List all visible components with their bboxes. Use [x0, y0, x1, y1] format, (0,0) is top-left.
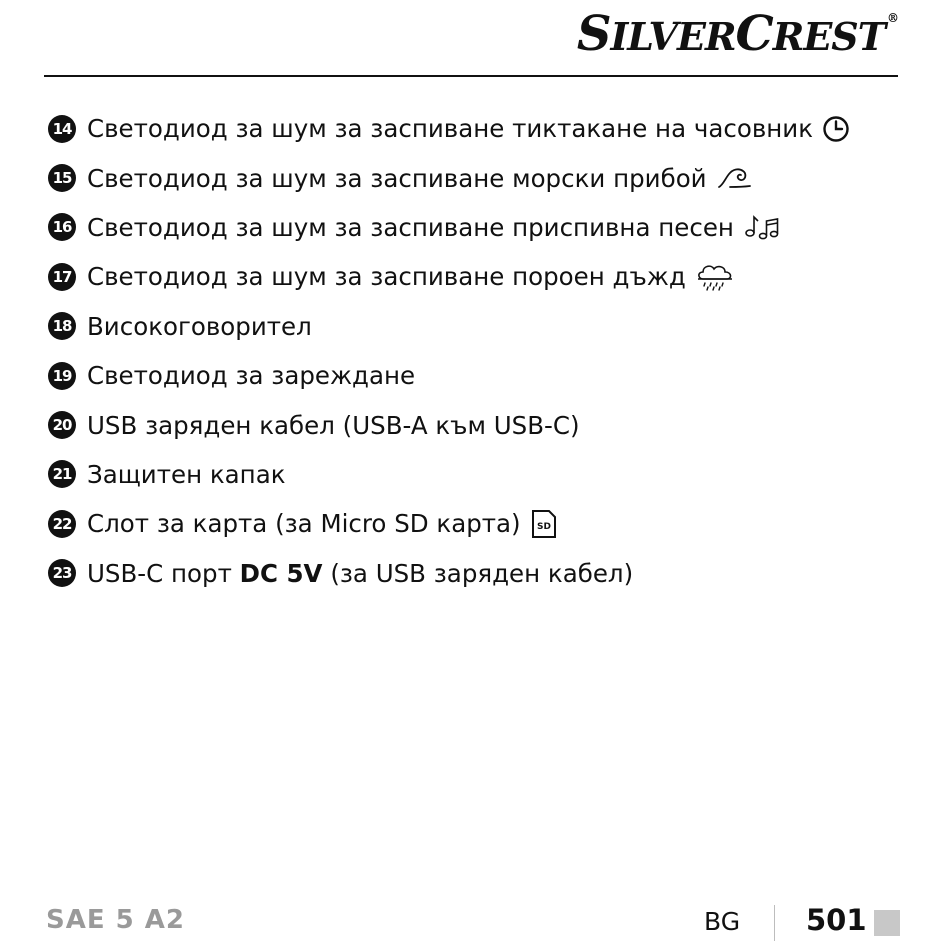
list-item [48, 104, 850, 153]
list-item [48, 450, 850, 499]
rain-cloud-icon [695, 262, 735, 292]
item-text-after: (за USB заряден кабел) [330, 558, 634, 588]
item-text: Светодиод за шум за заспиване пороен дъжд [87, 262, 686, 292]
item-number-badge: 15 [48, 164, 76, 192]
sd-card-icon-label: SD [536, 521, 551, 532]
model-number: SAE 5 A2 [46, 905, 186, 935]
item-number-badge: 20 [48, 411, 76, 439]
item-text: Светодиод за зареждане [87, 361, 416, 391]
list-item [48, 549, 850, 598]
item-text-before: USB-C порт [87, 558, 232, 588]
item-number-badge: 23 [48, 559, 76, 587]
silvercrest-logo: SILVERCREST ® [576, 6, 898, 62]
list-item [48, 203, 850, 252]
item-number-badge: 17 [48, 263, 76, 291]
footer-divider [774, 905, 775, 941]
list-item [48, 302, 850, 351]
item-number-badge: 21 [48, 460, 76, 488]
item-text: Светодиод за шум за заспиване приспивна песен [87, 212, 734, 242]
list-item [48, 499, 850, 548]
item-number-badge: 22 [48, 510, 76, 538]
list-item [48, 153, 850, 202]
language-code: BG [704, 907, 741, 936]
component-list [48, 104, 850, 598]
item-number-badge: 14 [48, 115, 76, 143]
item-text: Светодиод за шум за заспиване тиктакане на часовник [87, 114, 814, 144]
item-text: USB заряден кабел (USB-A към USB-C) [87, 410, 580, 440]
item-number-badge: 16 [48, 213, 76, 241]
page-marker-box [874, 910, 900, 936]
item-text-strong: DC 5V [239, 558, 323, 588]
music-notes-icon [743, 213, 781, 241]
item-text: Защитен капак [87, 459, 286, 489]
page-number: 501 [806, 903, 867, 937]
item-text [87, 559, 633, 588]
item-number-badge: 18 [48, 312, 76, 340]
list-item [48, 252, 850, 301]
list-item [48, 351, 850, 400]
item-text: Слот за карта (за Micro SD карта) [87, 509, 521, 539]
list-item [48, 400, 850, 449]
item-text: Светодиод за шум за заспиване морски прибой [87, 163, 707, 193]
sd-card-icon [530, 509, 558, 539]
item-number-badge: 19 [48, 362, 76, 390]
header-rule [44, 75, 898, 77]
wave-icon [716, 165, 752, 191]
item-text: Високоговорител [87, 311, 312, 341]
clock-icon [822, 115, 850, 143]
